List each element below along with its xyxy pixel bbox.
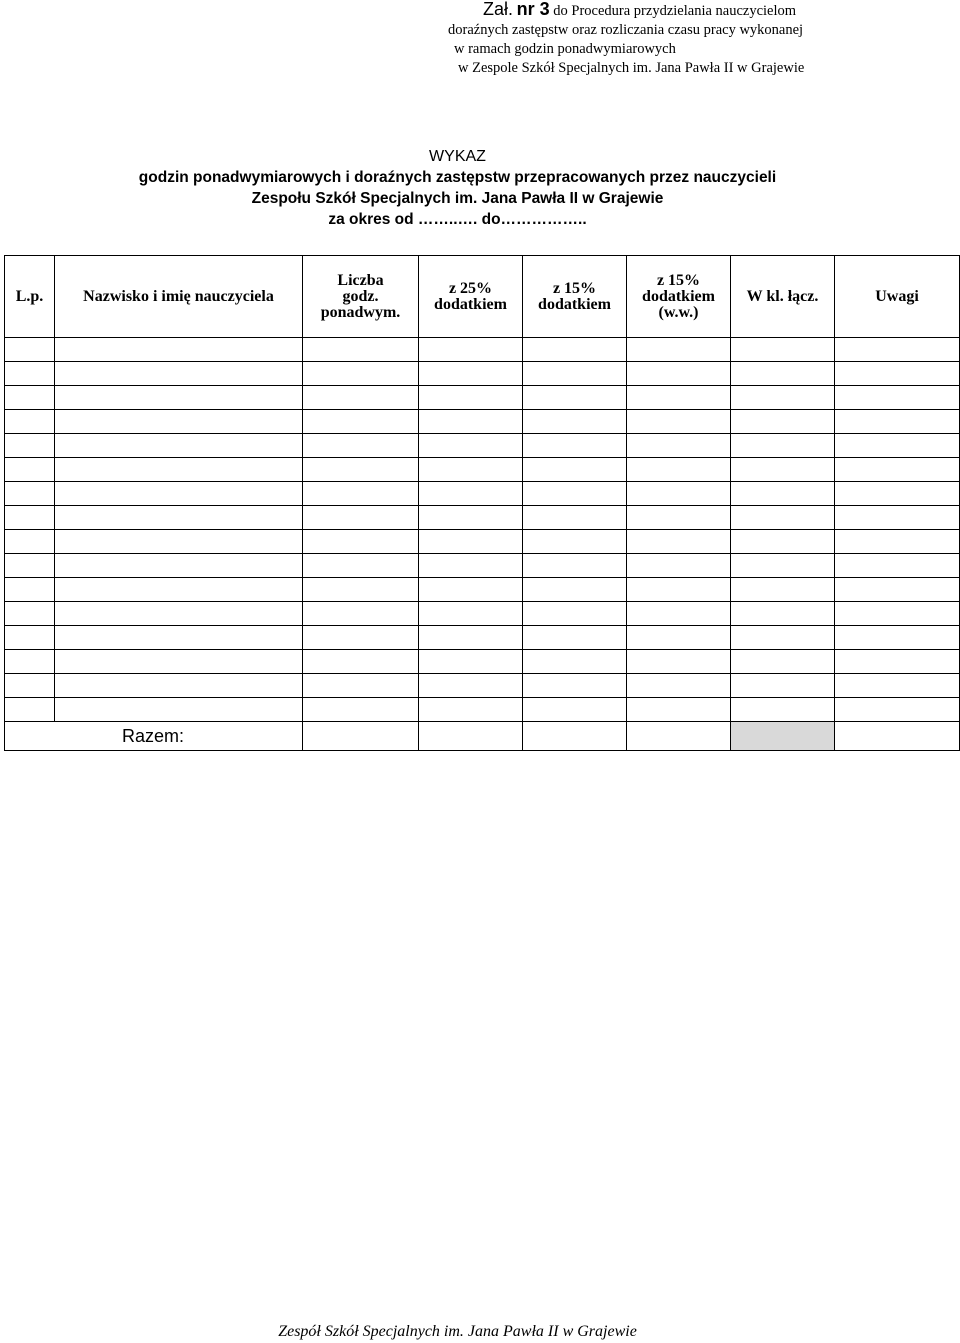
cell-teacher-name[interactable] — [55, 482, 303, 506]
cell-overtime-hours[interactable] — [303, 578, 419, 602]
cell-25-percent[interactable] — [419, 650, 523, 674]
cell-overtime-hours[interactable] — [303, 650, 419, 674]
cell-notes[interactable] — [835, 674, 960, 698]
header-15-percent-line2: dodatkiem — [538, 295, 611, 313]
cell-15-percent-ww[interactable] — [627, 506, 731, 530]
cell-overtime-hours[interactable] — [303, 602, 419, 626]
attachment-note-line3: w ramach godzin ponadwymiarowych — [454, 41, 676, 57]
cell-25-percent[interactable] — [419, 602, 523, 626]
cell-teacher-name[interactable] — [55, 458, 303, 482]
cell-15-percent[interactable] — [523, 338, 627, 362]
cell-15-percent-ww[interactable] — [627, 386, 731, 410]
cell-lp[interactable] — [5, 434, 55, 458]
cell-overtime-hours[interactable] — [303, 674, 419, 698]
cell-15-percent-ww[interactable] — [627, 602, 731, 626]
cell-25-percent[interactable] — [419, 578, 523, 602]
cell-notes[interactable] — [835, 506, 960, 530]
header-teacher-name: Nazwisko i imię nauczyciela — [55, 256, 303, 338]
cell-notes[interactable] — [835, 458, 960, 482]
cell-15-percent-ww[interactable] — [627, 698, 731, 722]
cell-combined-classes[interactable] — [731, 410, 835, 434]
header-15-percent-ww-line2: dodatkiem — [642, 287, 715, 305]
header-25-percent — [419, 256, 523, 338]
cell-15-percent[interactable] — [523, 530, 627, 554]
attachment-note-line2: doraźnych zastępstw oraz rozliczania czasu pracy wykonanej — [448, 22, 804, 38]
header-combined-classes: W kl. łącz. — [731, 256, 835, 338]
cell-15-percent-ww[interactable] — [627, 458, 731, 482]
cell-lp[interactable] — [5, 698, 55, 722]
cell-25-percent[interactable] — [419, 554, 523, 578]
cell-15-percent[interactable] — [523, 578, 627, 602]
cell-15-percent-ww[interactable] — [627, 578, 731, 602]
cell-overtime-hours[interactable] — [303, 506, 419, 530]
cell-15-percent-ww[interactable] — [627, 410, 731, 434]
attachment-label: Zał. — [483, 0, 514, 19]
cell-lp[interactable] — [5, 338, 55, 362]
cell-overtime-hours[interactable] — [303, 554, 419, 578]
title-heading: WYKAZ — [429, 148, 486, 165]
cell-notes[interactable] — [835, 338, 960, 362]
title-line1: godzin ponadwymiarowych i doraźnych zastępstw przepracowanych przez nauczycieli — [138, 169, 777, 186]
cell-notes[interactable] — [835, 698, 960, 722]
header-15-percent-ww-line3: (w.w.) — [658, 303, 699, 321]
cell-25-percent[interactable] — [419, 530, 523, 554]
header-overtime-hours — [303, 256, 419, 338]
cell-teacher-name[interactable] — [55, 626, 303, 650]
cell-combined-classes[interactable] — [731, 458, 835, 482]
cell-overtime-hours[interactable] — [303, 482, 419, 506]
table-row — [5, 386, 960, 410]
table-row — [5, 434, 960, 458]
cell-notes[interactable] — [835, 362, 960, 386]
cell-lp[interactable] — [5, 530, 55, 554]
table-body — [5, 338, 960, 751]
total-cell-25-percent[interactable] — [419, 722, 523, 751]
cell-combined-classes[interactable] — [731, 506, 835, 530]
header-overtime-hours-line2: godz. — [342, 287, 379, 305]
header-overtime-hours-line3: ponadwym. — [320, 303, 401, 321]
cell-overtime-hours[interactable] — [303, 410, 419, 434]
cell-lp[interactable] — [5, 674, 55, 698]
cell-15-percent-ww[interactable] — [627, 434, 731, 458]
cell-combined-classes[interactable] — [731, 482, 835, 506]
total-cell-15-percent-ww[interactable] — [627, 722, 731, 751]
cell-notes[interactable] — [835, 434, 960, 458]
table-row — [5, 410, 960, 434]
cell-teacher-name[interactable] — [55, 338, 303, 362]
document-title — [0, 146, 915, 230]
cell-15-percent-ww[interactable] — [627, 338, 731, 362]
table-row — [5, 626, 960, 650]
table-row — [5, 506, 960, 530]
header-overtime-hours-line1: Liczba — [337, 271, 384, 289]
cell-lp[interactable] — [5, 650, 55, 674]
attachment-note-line4: w Zespole Szkół Specjalnych im. Jana Pawła II w Grajewie — [458, 60, 805, 76]
header-25-percent-line2: dodatkiem — [434, 295, 507, 313]
header-25-percent-line1: z 25% — [448, 279, 493, 297]
cell-15-percent[interactable] — [523, 458, 627, 482]
cell-teacher-name[interactable] — [55, 410, 303, 434]
cell-combined-classes[interactable] — [731, 362, 835, 386]
cell-overtime-hours[interactable] — [303, 386, 419, 410]
cell-15-percent-ww[interactable] — [627, 482, 731, 506]
attachment-note-line1 — [483, 0, 890, 21]
cell-teacher-name[interactable] — [55, 650, 303, 674]
cell-teacher-name[interactable] — [55, 530, 303, 554]
cell-combined-classes[interactable] — [731, 674, 835, 698]
cell-15-percent[interactable] — [523, 602, 627, 626]
table-row — [5, 530, 960, 554]
attachment-note — [450, 0, 890, 78]
cell-overtime-hours[interactable] — [303, 338, 419, 362]
cell-lp[interactable] — [5, 386, 55, 410]
cell-notes[interactable] — [835, 410, 960, 434]
table-row — [5, 338, 960, 362]
cell-15-percent-ww[interactable] — [627, 626, 731, 650]
cell-lp[interactable] — [5, 482, 55, 506]
cell-25-percent[interactable] — [419, 386, 523, 410]
cell-lp[interactable] — [5, 554, 55, 578]
cell-15-percent[interactable] — [523, 674, 627, 698]
cell-teacher-name[interactable] — [55, 362, 303, 386]
cell-25-percent[interactable] — [419, 338, 523, 362]
cell-combined-classes[interactable] — [731, 434, 835, 458]
cell-combined-classes[interactable] — [731, 698, 835, 722]
cell-notes[interactable] — [835, 482, 960, 506]
header-15-percent-ww — [627, 256, 731, 338]
cell-lp[interactable] — [5, 626, 55, 650]
cell-15-percent[interactable] — [523, 362, 627, 386]
total-cell-hours[interactable] — [303, 722, 419, 751]
cell-notes[interactable] — [835, 626, 960, 650]
cell-lp[interactable] — [5, 410, 55, 434]
cell-25-percent[interactable] — [419, 410, 523, 434]
cell-lp[interactable] — [5, 362, 55, 386]
cell-lp[interactable] — [5, 578, 55, 602]
cell-overtime-hours[interactable] — [303, 530, 419, 554]
header-lp: L.p. — [5, 256, 55, 338]
cell-lp[interactable] — [5, 458, 55, 482]
cell-15-percent[interactable] — [523, 506, 627, 530]
cell-notes[interactable] — [835, 554, 960, 578]
table-row — [5, 554, 960, 578]
header-notes: Uwagi — [835, 256, 960, 338]
cell-15-percent-ww[interactable] — [627, 650, 731, 674]
table-row — [5, 650, 960, 674]
cell-25-percent[interactable] — [419, 626, 523, 650]
overtime-table — [4, 255, 960, 751]
cell-notes[interactable] — [835, 602, 960, 626]
cell-overtime-hours[interactable] — [303, 698, 419, 722]
cell-15-percent-ww[interactable] — [627, 554, 731, 578]
cell-notes[interactable] — [835, 650, 960, 674]
cell-15-percent[interactable] — [523, 698, 627, 722]
cell-teacher-name[interactable] — [55, 434, 303, 458]
cell-teacher-name[interactable] — [55, 554, 303, 578]
total-row — [5, 722, 960, 751]
cell-teacher-name[interactable] — [55, 386, 303, 410]
cell-combined-classes[interactable] — [731, 386, 835, 410]
table-row — [5, 602, 960, 626]
cell-combined-classes[interactable] — [731, 578, 835, 602]
cell-25-percent[interactable] — [419, 434, 523, 458]
table-header-row — [5, 256, 960, 338]
cell-notes[interactable] — [835, 578, 960, 602]
cell-lp[interactable] — [5, 506, 55, 530]
cell-overtime-hours[interactable] — [303, 626, 419, 650]
table-row — [5, 362, 960, 386]
cell-combined-classes[interactable] — [731, 626, 835, 650]
cell-25-percent[interactable] — [419, 362, 523, 386]
cell-teacher-name[interactable] — [55, 698, 303, 722]
cell-combined-classes[interactable] — [731, 554, 835, 578]
cell-15-percent[interactable] — [523, 482, 627, 506]
cell-25-percent[interactable] — [419, 506, 523, 530]
cell-15-percent-ww[interactable] — [627, 530, 731, 554]
cell-25-percent[interactable] — [419, 674, 523, 698]
cell-combined-classes[interactable] — [731, 338, 835, 362]
cell-25-percent[interactable] — [419, 482, 523, 506]
cell-overtime-hours[interactable] — [303, 458, 419, 482]
total-label: Razem: — [5, 722, 303, 751]
table-row — [5, 458, 960, 482]
table-row — [5, 482, 960, 506]
footer-school-name: Zespół Szkół Specjalnych im. Jana Pawła II w Grajewie — [278, 1323, 637, 1340]
cell-teacher-name[interactable] — [55, 578, 303, 602]
title-period: za okres od ……..…. do…………….. — [328, 211, 587, 228]
table-row — [5, 698, 960, 722]
total-cell-notes[interactable] — [835, 722, 960, 751]
cell-15-percent[interactable] — [523, 410, 627, 434]
cell-lp[interactable] — [5, 602, 55, 626]
cell-15-percent[interactable] — [523, 554, 627, 578]
table-row — [5, 578, 960, 602]
attachment-number: nr 3 — [516, 0, 550, 19]
attachment-title: do Procedura przydzielania nauczycielom — [553, 3, 797, 19]
table-row — [5, 674, 960, 698]
total-cell-combined-shaded — [731, 722, 835, 751]
cell-15-percent[interactable] — [523, 434, 627, 458]
cell-teacher-name[interactable] — [55, 506, 303, 530]
cell-teacher-name[interactable] — [55, 602, 303, 626]
title-line2: Zespołu Szkół Specjalnych im. Jana Pawła II w Grajewie — [251, 190, 664, 207]
cell-25-percent[interactable] — [419, 698, 523, 722]
cell-overtime-hours[interactable] — [303, 362, 419, 386]
cell-15-percent[interactable] — [523, 650, 627, 674]
cell-notes[interactable] — [835, 386, 960, 410]
cell-15-percent-ww[interactable] — [627, 362, 731, 386]
cell-combined-classes[interactable] — [731, 602, 835, 626]
cell-notes[interactable] — [835, 530, 960, 554]
header-15-percent — [523, 256, 627, 338]
header-15-percent-line1: z 15% — [552, 279, 597, 297]
cell-overtime-hours[interactable] — [303, 434, 419, 458]
cell-teacher-name[interactable] — [55, 674, 303, 698]
cell-combined-classes[interactable] — [731, 530, 835, 554]
cell-15-percent[interactable] — [523, 626, 627, 650]
cell-15-percent[interactable] — [523, 386, 627, 410]
header-15-percent-ww-line1: z 15% — [656, 271, 701, 289]
cell-15-percent-ww[interactable] — [627, 674, 731, 698]
cell-25-percent[interactable] — [419, 458, 523, 482]
cell-combined-classes[interactable] — [731, 650, 835, 674]
total-cell-15-percent[interactable] — [523, 722, 627, 751]
